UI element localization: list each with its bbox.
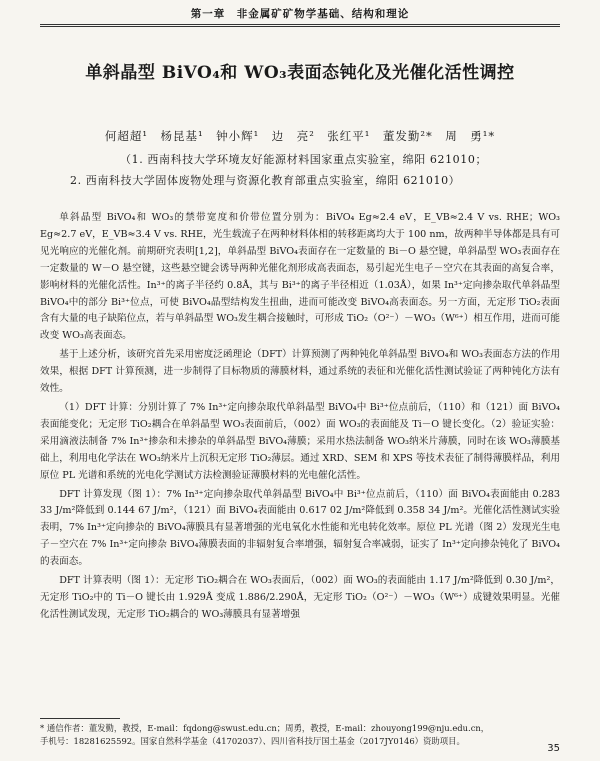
header-rule-thin <box>40 26 560 27</box>
paper-title: 单斜晶型 BiVO₄和 WO₃表面态钝化及光催化活性调控 <box>85 63 515 83</box>
footnote-rule <box>40 718 120 719</box>
paragraph: DFT 计算表明（图 1）：无定形 TiO₂耦合在 WO₃表面后，（002）面 WO₃的表面能由 1.17 J/m²降低到 0.30 J/m²，无定形 TiO₂中的 Ti－O 键长由 1.929Å 变成 1.886/2.290Å，无定形 TiO₂（O²⁻）－WO₃（W⁶⁺）成键效果明显。光催化活性测试发现，无定形 TiO₂耦合的 WO₃薄膜具有显著增强 <box>40 575 560 620</box>
footnote-line: * 通信作者：董发勤，教授，E-mail：fqdong@swust.edu.cn；周勇，教授，E-mail：zhouyong199@nju.edu.cn， <box>40 723 490 733</box>
paragraph: （1）DFT 计算：分别计算了 7% In³⁺定向掺杂取代单斜晶型 BiVO₄中 Bi³⁺位点前后，（110）和（121）面 BiVO₄表面能变化；无定形 TiO₂耦合在单斜晶型 WO₃表面前后，（002）面 WO₃的表面能及 Ti－O 键长变化。（2）验证实验：采用滴液法制备 7% In³⁺掺杂和未掺杂的单斜晶型 BiVO₄薄膜；采用水热法制备 WO₃纳米片薄膜，同时在该 WO₃薄膜基础上，利用电化学法在 WO₃纳米片上沉积无定形 TiO₂薄层。通过 XRD、SEM 和 XPS 等技术表征了制得薄膜样品，利用原位 PL 光谱和系统的光电化学测试方法检测验证薄膜材料的光电催化活性。 <box>40 401 560 481</box>
paragraph: 单斜晶型 BiVO₄和 WO₃的禁带宽度和价带位置分别为：BiVO₄ Eg≈2.4 eV，E_VB≈2.4 V vs. RHE；WO₃ Eg≈2.7 eV，E_VB≈3.4 V vs. RHE，光生载流子在两种材料体相的转移距离均大于 100 nm，故两种半导体都是具有可见光响应的光催化剂。前期研究表明[1,2]，单斜晶型 BiVO₄表面存在一定数量的 Bi－O 悬空键，单斜晶型 WO₃表面存在一定数量的 W－O 悬空键，这些悬空键会诱导两种光催化剂形成高表面态，易引起光生电子－空穴在其表面的高复合率，影响材料的光催化活性。In³⁺的离子半径约 0.8Å，其与 Bi³⁺的离子半径相近（1.03Å），如果 In³⁺定向掺杂取代单斜晶型 BiVO₄中的部分 Bi³⁺位点，可使 BiVO₄晶型结构发生扭曲，进而可能改变 BiVO₄高表面态。另一方面，无定形 TiO₂表面含有大量的电子缺陷位点，若与单斜晶型 WO₃发生耦合接触时，可形成 TiO₂（O²⁻）－WO₃（W⁶⁺）相互作用，进而可能改变 WO₃高表面态。 <box>40 212 560 342</box>
footnote <box>40 722 560 748</box>
paragraph: DFT 计算发现（图 1）：7% In³⁺定向掺杂取代单斜晶型 BiVO₄中 Bi³⁺位点前后，（110）面 BiVO₄表面能由 0.283 33 J/m²降低到 0.144 67 J/m²，（121）面 BiVO₄表面能由 0.617 02 J/m²降低到 0.358 34 J/m²。光催化活性测试实验表明，7% In³⁺定向掺杂的 BiVO₄薄膜具有显著增强的光电氧化水性能和光电转化效率。原位 PL 光谱（图 2）发现光生电子－空穴在 7% In³⁺定向掺杂 BiVO₄薄膜表面的非辐射复合率增强，辐射复合率减弱，证实了 In³⁺定向掺杂钝化了 BiVO₄的表面态。 <box>40 488 560 568</box>
page-number: 35 <box>547 743 560 754</box>
body-text <box>40 210 560 626</box>
author-list: 何超超¹ 杨昆基¹ 钟小辉¹ 边 亮² 张红平¹ 董发勤²* 周 勇¹* <box>104 129 496 143</box>
running-header: 第一章 非金属矿矿物学基础、结构和理论 <box>190 8 410 20</box>
affiliation-1: （1. 西南科技大学环境友好能源材料国家重点实验室，绵阳 621010； <box>120 153 488 166</box>
paragraph: 基于上述分析，该研究首先采用密度泛函理论（DFT）计算预测了两种钝化单斜晶型 BiVO₄和 WO₃表面态方法的作用效果，根据 DFT 计算预测，进一步制得了目标物质的薄膜材料，通过系统的表征和光催化活性测试验证了两种钝化方法有效性。 <box>40 349 560 395</box>
affiliation-2: 2. 西南科技大学固体废物处理与资源化教育部重点实验室，绵阳 621010） <box>70 174 461 187</box>
footnote-line: 手机号：18281625592。国家自然科学基金（41702037）、四川省科技厅国土基金（2017JY0146）资助项目。 <box>40 736 465 746</box>
header-rule <box>40 24 560 25</box>
